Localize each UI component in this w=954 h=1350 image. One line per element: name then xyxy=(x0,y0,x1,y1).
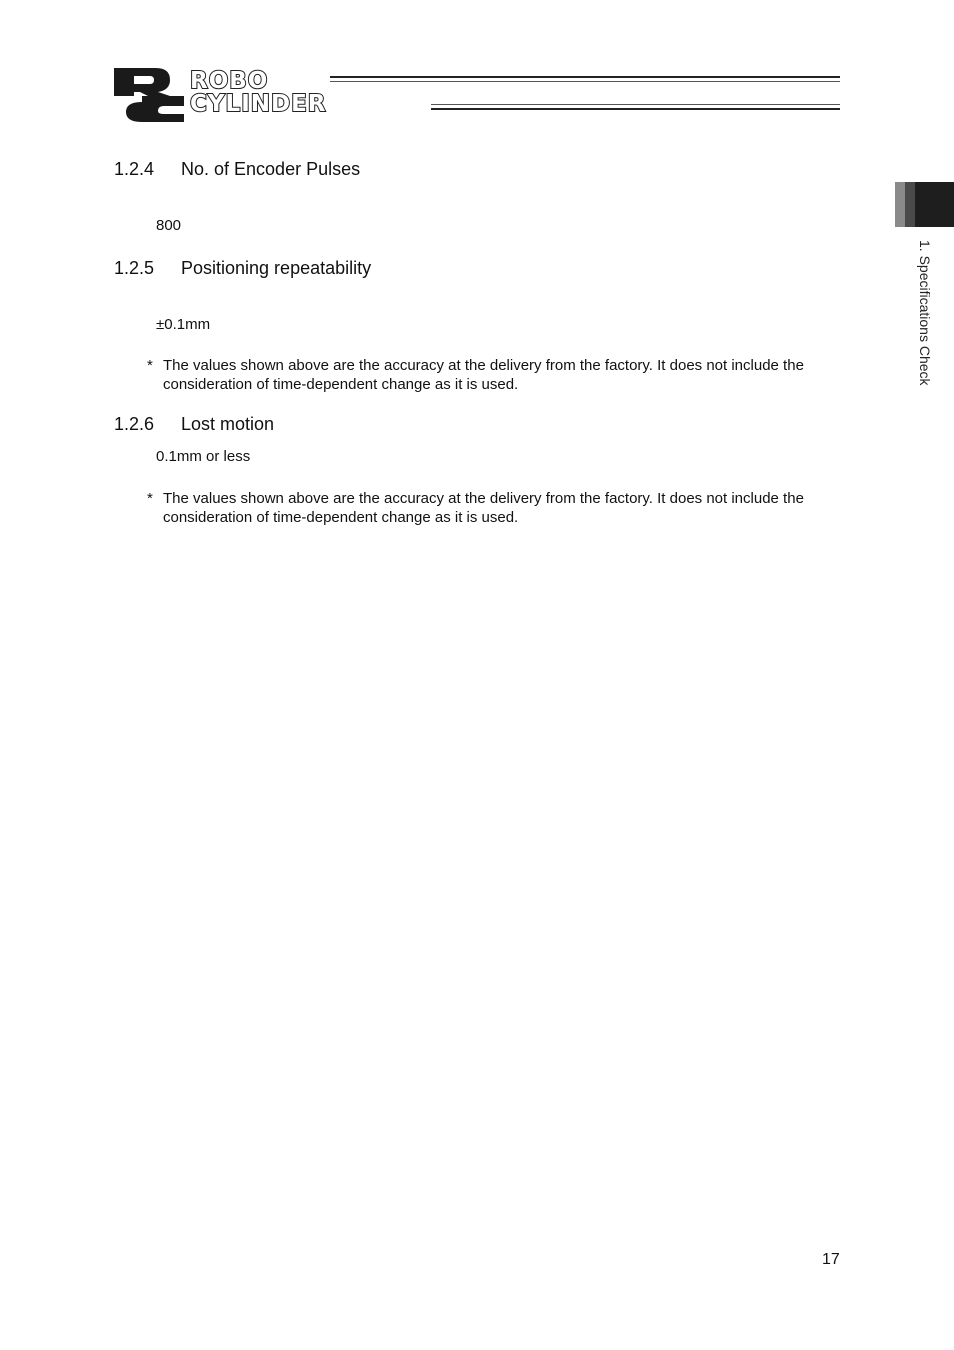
page-number: 17 xyxy=(822,1251,840,1268)
section-title: Positioning repeatability xyxy=(181,258,372,278)
chapter-side-tab xyxy=(895,182,954,227)
section-title: Lost motion xyxy=(181,414,275,434)
section-title: No. of Encoder Pulses xyxy=(181,159,361,179)
header-rule-bottom xyxy=(431,108,840,110)
header-rule-top-thin xyxy=(330,81,840,82)
chapter-side-label: 1. Specifications Check xyxy=(917,240,933,386)
section-heading-positioning-repeatability xyxy=(114,258,371,279)
header-rule-top xyxy=(330,76,840,78)
rc-logo-mark-icon xyxy=(112,66,186,122)
note-lost-motion xyxy=(147,489,847,527)
section-value-lost-motion: 0.1mm or less xyxy=(156,448,251,465)
section-number: 1.2.4 xyxy=(114,159,155,179)
logo-word-cylinder: CYLINDER xyxy=(190,91,327,117)
section-number: 1.2.5 xyxy=(114,258,155,278)
logo-word-robo: ROBO xyxy=(190,68,269,94)
header-rule-bottom-thin xyxy=(431,104,840,105)
robo-cylinder-logo xyxy=(112,66,852,122)
note-marker: * xyxy=(147,357,153,374)
note-marker: * xyxy=(147,490,153,507)
section-value-encoder-pulses: 800 xyxy=(156,217,182,234)
note-positioning-repeatability xyxy=(147,356,847,394)
note-text: The values shown above are the accuracy at the delivery from the factory. It does not include the consideration of time-dependent change as it is used. xyxy=(163,357,804,393)
section-heading-lost-motion xyxy=(114,414,274,435)
note-text: The values shown above are the accuracy at the delivery from the factory. It does not include the consideration of time-dependent change as it is used. xyxy=(163,490,804,526)
section-heading-encoder-pulses xyxy=(114,159,360,180)
section-number: 1.2.6 xyxy=(114,414,155,434)
section-value-positioning-repeatability: ±0.1mm xyxy=(156,316,211,333)
